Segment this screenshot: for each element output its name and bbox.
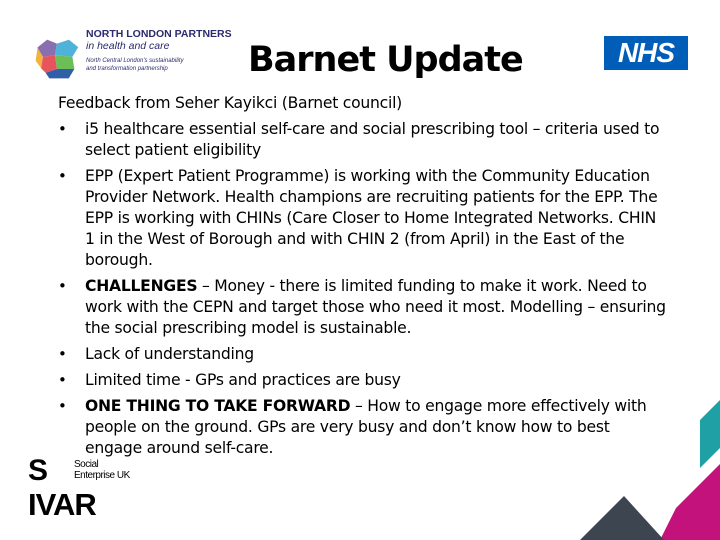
bullet-text: i5 healthcare essential self-care and social prescribing tool – criteria used to select patient eligibility <box>85 120 660 159</box>
dark-triangle <box>580 496 664 540</box>
bullet-lead: ONE THING TO TAKE FORWARD <box>85 397 351 415</box>
partner-logo-line4: and transformation partnership <box>86 66 168 72</box>
partner-logo-line1: NORTH LONDON PARTNERS <box>86 28 232 40</box>
bullet-text: – Money - there is limited funding to make it work. Need to work with the CEPN and target those who need it most. Modelling – ensuring the social prescribing model is sustainable. <box>85 277 666 337</box>
bullet-text: – How to engage more effectively with people on the ground. GPs are very busy and don’t know how to best engage around self-care. <box>85 397 647 457</box>
ivar-logo: IVAR <box>28 487 96 522</box>
nhs-logo: NHS <box>604 36 688 70</box>
teal-stripe <box>700 400 720 468</box>
magenta-triangle <box>660 464 720 540</box>
seuk-line1: Social <box>74 459 99 470</box>
slide-title: Barnet Update <box>248 40 523 80</box>
partner-logo-line3: North Central London's sustainability <box>86 58 184 64</box>
intro-line: Feedback from Seher Kayikci (Barnet council) <box>58 94 402 112</box>
partner-logo-line2: in health and care <box>86 40 170 52</box>
bullet-text: Limited time - GPs and practices are busy <box>85 371 401 389</box>
bullet-text: EPP (Expert Patient Programme) is working with the Community Education Provider Network. Health champions are recruiting patients for the EPP. The EPP is working with CHINs (Care Closer to Home Integrated Networks. CHIN 1 in the West of Borough and with CHIN 2 (from April) in the East of the borough. <box>85 167 658 269</box>
bullet-lead: CHALLENGES <box>85 277 198 295</box>
seuk-mark-icon: S <box>28 454 49 487</box>
bullet-text: Lack of understanding <box>85 345 254 363</box>
seuk-line2: Enterprise UK <box>74 470 130 481</box>
